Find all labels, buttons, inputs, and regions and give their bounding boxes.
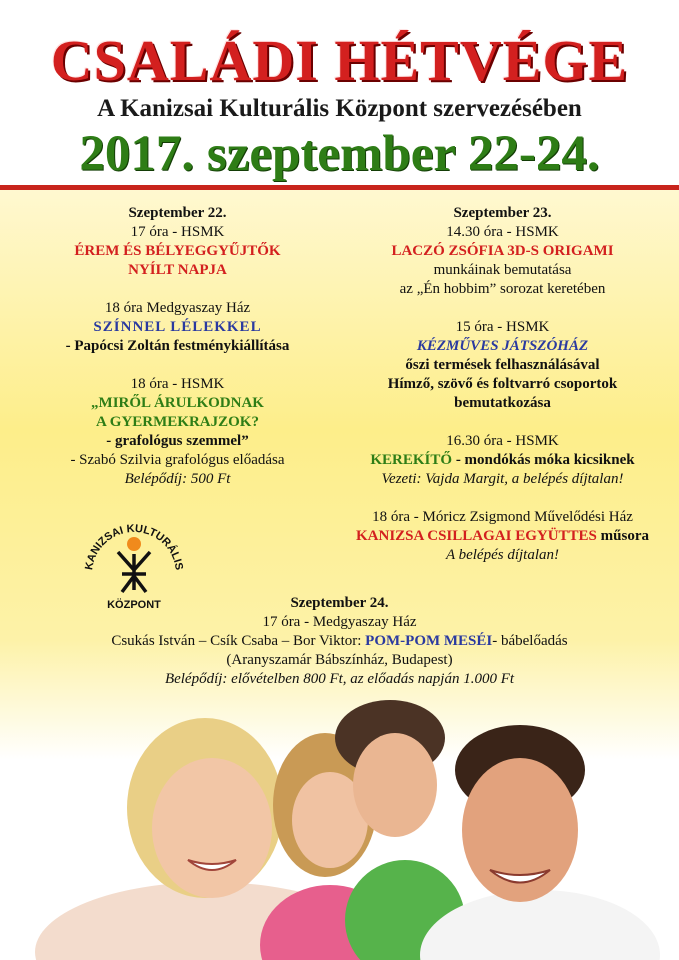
day23-event3-note: Vezeti: Vajda Margit, a belépés díjtalan!	[381, 471, 624, 487]
poster-subtitle: A Kanizsai Kulturális Központ szervezésében	[97, 95, 582, 122]
boy-face	[353, 733, 437, 837]
day23-event2-desc3: bemutatkozása	[454, 395, 551, 411]
logo-bottom-text: KÖZPONT	[107, 599, 161, 611]
day22-event1-time: 17 óra - HSMK	[130, 224, 225, 240]
day22-event2-title: SZÍNNEL LÉLEKKEL	[93, 319, 262, 335]
day23-event1-desc2: az „Én hobbim” sorozat keretében	[399, 281, 606, 297]
day22-event3-desc: - Szabó Szilvia grafológus előadása	[70, 452, 285, 468]
day24-venue: (Aranyszamár Bábszínház, Budapest)	[226, 652, 453, 668]
day24-authors: Csukás István – Csík Csaba – Bor Viktor:	[111, 633, 366, 649]
day23-event4-time: 18 óra - Móricz Zsigmond Művelődési Ház	[372, 509, 633, 525]
day24-block	[0, 594, 679, 689]
day22-column	[15, 204, 340, 489]
day23-event3-desc: - mondókás móka kicsiknek	[452, 452, 635, 468]
day22-event3-fee: Belépődíj: 500 Ft	[124, 471, 231, 487]
day24-fee: Belépődíj: elővételben 800 Ft, az előadás napján 1.000 Ft	[164, 671, 515, 687]
day23-event3-title: KEREKÍTŐ	[370, 452, 453, 468]
day23-event2-desc2: Hímző, szövő és foltvarró csoportok	[387, 376, 618, 392]
day24-line	[0, 632, 679, 651]
day24-time: 17 óra - Medgyaszay Ház	[262, 614, 417, 630]
day22-event1-title: ÉREM ÉS BÉLYEGGYŰJTŐK	[74, 243, 281, 259]
day23-event4-line	[335, 527, 670, 546]
logo-sun-icon	[127, 537, 141, 551]
day24-title-suffix: - bábelőadás	[492, 633, 568, 649]
day23-event2-time: 15 óra - HSMK	[455, 319, 550, 335]
day22-event2-time: 18 óra Medgyaszay Ház	[104, 300, 251, 316]
poster-header	[0, 0, 679, 185]
day23-event3-line	[335, 451, 670, 470]
day23-heading: Szeptember 23.	[453, 205, 552, 221]
day22-event3-title: „MIRŐL ÁRULKODNAK	[91, 395, 264, 411]
mother-face	[152, 758, 272, 898]
family-photo	[0, 690, 679, 960]
day23-event3-time: 16.30 óra - HSMK	[446, 433, 559, 449]
day23-event4-note: A belépés díjtalan!	[445, 547, 560, 563]
day24-heading: Szeptember 24.	[290, 595, 389, 611]
day23-event4-desc: műsora	[596, 528, 649, 544]
day23-column	[335, 204, 670, 565]
day22-event3-time: 18 óra - HSMK	[130, 376, 225, 392]
day23-event1-time: 14.30 óra - HSMK	[446, 224, 559, 240]
day23-event4-title: KANIZSA CSILLAGAI EGYÜTTES	[355, 528, 597, 544]
logo-figure-icon	[118, 552, 150, 592]
logo-arc-textpath: KANIZSAI KULTURÁLIS	[83, 522, 185, 571]
day22-event3-title2: A GYERMEKRAJZOK?	[96, 414, 259, 430]
day22-event3-title3: - grafológus szemmel”	[106, 433, 249, 449]
day22-event2-desc: - Papócsi Zoltán festménykiállítása	[65, 338, 290, 354]
poster-date: 2017. szeptember 22-24.	[79, 126, 600, 182]
day23-event2-title: KÉZMŰVES JÁTSZÓHÁZ	[416, 338, 589, 354]
day24-title: POM-POM MESÉI	[365, 633, 493, 649]
day23-event2-desc1: őszi termések felhasználásával	[405, 357, 600, 373]
header-divider	[0, 185, 679, 190]
day23-event1-desc1: munkáinak bemutatása	[433, 262, 572, 278]
day22-event1-title2: NYÍLT NAPJA	[128, 262, 227, 278]
day22-heading: Szeptember 22.	[128, 205, 227, 221]
poster-title: CSALÁDI HÉTVÉGE	[50, 28, 629, 93]
day23-event1-title: LACZÓ ZSÓFIA 3D-S ORIGAMI	[391, 243, 614, 259]
